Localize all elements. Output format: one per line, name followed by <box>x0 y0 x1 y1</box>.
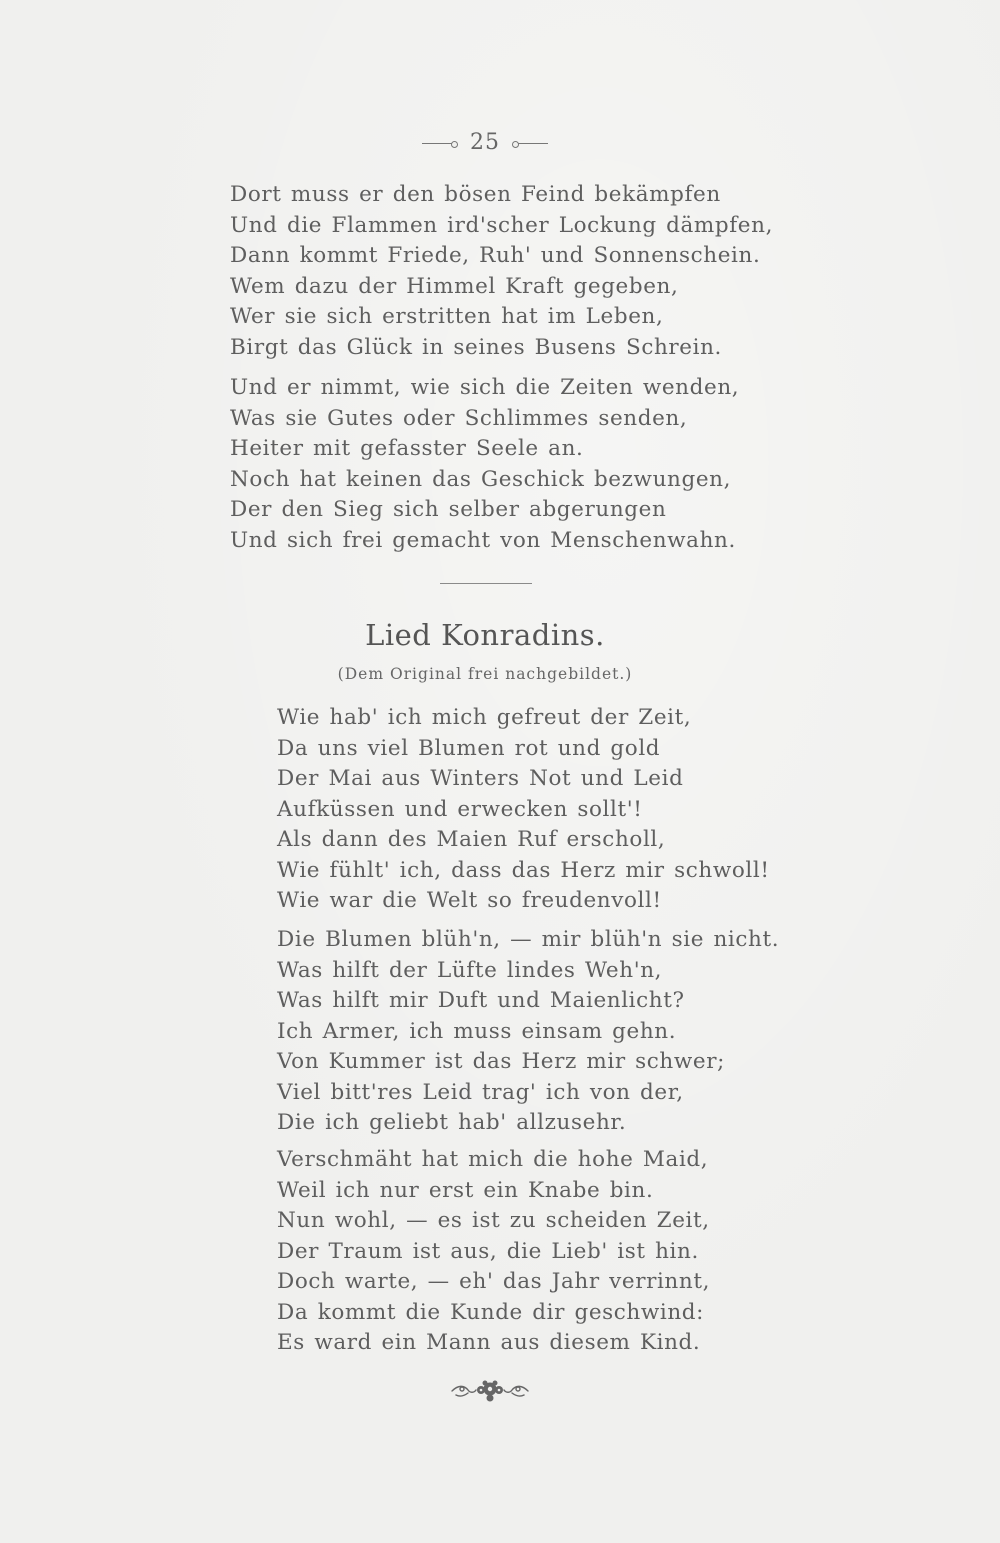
verse-line: Der den Sieg sich selber abgerungen <box>230 497 667 522</box>
verse-line: Weil ich nur erst ein Knabe bin. <box>277 1177 654 1203</box>
page-number-header <box>0 130 970 155</box>
poem-stanza-2 <box>277 925 779 1139</box>
verse-line: Was hilft der Lüfte lindes Weh'n, <box>277 957 663 983</box>
floral-ornament-icon <box>448 1375 532 1405</box>
verse-line: Noch hat keinen das Geschick bezwungen, <box>230 466 732 492</box>
verse-line: Von Kummer ist das Herz mir schwer; <box>277 1049 725 1074</box>
poem-stanza-3 <box>277 1145 710 1359</box>
verse-line: Die Blumen blüh'n, — mir blüh'n sie nicht. <box>277 927 780 952</box>
verse-line: Und er nimmt, wie sich die Zeiten wenden, <box>230 375 740 400</box>
verse-line: Dort muss er den bösen Feind bekämpfen <box>230 182 721 207</box>
ornamental-dash-left <box>422 143 456 144</box>
verse-line: Wem dazu der Himmel Kraft gegeben, <box>230 273 679 299</box>
verse-line: Was sie Gutes oder Schlimmes senden, <box>230 405 688 431</box>
verse-line: Und die Flammen ird'scher Lockung dämpfen, <box>230 212 774 238</box>
verse-line: Da kommt die Kunde dir geschwind: <box>277 1299 705 1325</box>
verse-line: Wer sie sich erstritten hat im Leben, <box>230 304 664 329</box>
section-divider <box>440 583 532 584</box>
stanza-top-2 <box>230 373 739 556</box>
page-number: 25 <box>470 130 500 155</box>
verse-line: Wie fühlt' ich, dass das Herz mir schwoll! <box>277 857 770 883</box>
verse-line: Wie hab' ich mich gefreut der Zeit, <box>277 705 692 730</box>
verse-line: Doch warte, — eh' das Jahr verrinnt, <box>277 1269 710 1294</box>
verse-line: Es ward ein Mann aus diesem Kind. <box>277 1330 701 1355</box>
verse-line: Aufküssen und erwecken sollt'! <box>277 796 643 822</box>
stanza-top-1 <box>230 180 773 363</box>
verse-line: Dann kommt Friede, Ruh' und Sonnenschein. <box>230 243 761 268</box>
poem-subtitle: (Dem Original frei nachgebildet.) <box>337 665 633 683</box>
verse-line: Als dann des Maien Ruf erscholl, <box>277 827 666 852</box>
verse-line: Heiter mit gefasster Seele an. <box>230 436 584 461</box>
poem-title: Lied Konradins. <box>365 618 605 652</box>
verse-line: Ich Armer, ich muss einsam gehn. <box>277 1018 677 1044</box>
verse-line: Birgt das Glück in seines Busens Schrein. <box>230 334 722 360</box>
verse-line: Die ich geliebt hab' allzusehr. <box>277 1110 627 1135</box>
verse-line: Der Mai aus Winters Not und Leid <box>277 766 684 791</box>
verse-line: Verschmäht hat mich die hohe Maid, <box>277 1147 709 1172</box>
verse-line: Wie war die Welt so freudenvoll! <box>277 888 662 913</box>
verse-line: Da uns viel Blumen rot und gold <box>277 735 661 761</box>
poem-stanza-1 <box>277 703 770 917</box>
verse-line: Der Traum ist aus, die Lieb' ist hin. <box>277 1238 699 1264</box>
ornamental-dash-right <box>514 143 548 144</box>
verse-line: Und sich frei gemacht von Menschenwahn. <box>230 527 736 553</box>
verse-line: Nun wohl, — es ist zu scheiden Zeit, <box>277 1208 710 1233</box>
verse-line: Was hilft mir Duft und Maienlicht? <box>277 988 685 1013</box>
verse-line: Viel bitt'res Leid trag' ich von der, <box>277 1079 684 1105</box>
